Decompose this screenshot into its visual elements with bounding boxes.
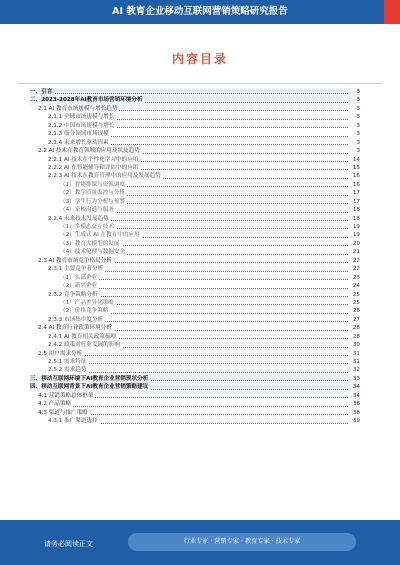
toc-entry-page: 3 [356, 89, 360, 95]
toc-entry-title: 2.2.2 AI 在智能辅导和评估中的应用 [48, 164, 139, 171]
footer-banner [128, 533, 356, 551]
toc-entry-page: 26 [352, 308, 360, 315]
toc-entry-page: 22 [352, 257, 360, 264]
toc-entry-title: （1）产品差异化策略 [60, 299, 114, 306]
toc-entry-title: 2.5 用户需求分析 [38, 350, 83, 357]
toc-entry-page: 31 [352, 359, 360, 365]
toc-entry-title: （4）家校沟通与服务 [60, 207, 114, 214]
toc-entry-page: 36 [352, 401, 360, 408]
toc-entry[interactable] [30, 122, 360, 130]
toc-entry[interactable] [30, 223, 360, 231]
toc-entry-title: 2.4.1 AI 教育相关政策梳理 [48, 333, 117, 340]
toc-entry-title: （1）多模态交互技术 [60, 224, 114, 230]
toc-entry-page: 28 [352, 333, 360, 340]
toc-entry-title: 2.2.1 AI 技术在个性化学习中的应用 [48, 156, 139, 163]
toc-entry-page: 34 [352, 392, 360, 399]
toc-entry-title: 4.2 产品策略 [38, 401, 72, 408]
toc-entry[interactable] [30, 333, 360, 341]
toc-entry-page: 16 [352, 173, 360, 180]
toc-entry-page: 19 [352, 224, 360, 230]
toc-entry[interactable] [30, 375, 360, 383]
toc-entry[interactable] [30, 417, 360, 425]
toc-entry[interactable] [30, 139, 360, 147]
toc-entry[interactable] [30, 189, 360, 197]
toc-entry[interactable] [30, 181, 360, 189]
toc-entry-page: 16 [352, 181, 360, 188]
toc-entry[interactable] [30, 366, 360, 374]
toc-entry[interactable] [30, 392, 360, 400]
toc-entry-title: 2.3.3 市场集中度分析 [48, 316, 104, 323]
toc-entry-title: 4.3.1 推广渠道选择 [48, 418, 98, 425]
toc-entry-title: 2.1 AI 教育市场规模与增长趋势 [38, 105, 118, 112]
toc-entry-title: 2.4 AI 教育行业政策环境分析 [38, 325, 112, 332]
toc-entry[interactable] [30, 172, 360, 180]
toc-entry-title: （1）智能排课与资源调度 [60, 181, 126, 188]
toc-entry[interactable] [30, 206, 360, 214]
toc-entry[interactable] [30, 198, 360, 206]
page-title: 内容目录 [171, 52, 228, 66]
toc-entry-title: 2.3.2 竞争策略分析 [48, 291, 98, 298]
toc-entry-page: 24 [352, 283, 360, 290]
toc-entry-page: 17 [352, 198, 360, 205]
toc-entry-title: 2.2 AI 技术在教育领域的应用现状及趋势 [38, 148, 140, 155]
toc-entry[interactable] [30, 299, 360, 307]
toc-entry-page: 3 [356, 148, 360, 155]
toc-entry-page: 31 [352, 350, 360, 357]
toc-entry-title: （3）教育大模型的发展 [60, 240, 120, 247]
toc-entry[interactable] [30, 358, 360, 366]
toc-entry[interactable] [30, 96, 360, 104]
toc-entry[interactable] [30, 240, 360, 248]
toc-leader-dots [60, 279, 348, 280]
toc-leader-dots [48, 372, 348, 373]
toc-entry-title: 2.1.2 中国市场规模与增长 [48, 122, 115, 129]
toc-entry[interactable] [30, 274, 360, 282]
toc-entry-page: 33 [352, 375, 360, 382]
toc-entry-page: 32 [352, 367, 360, 374]
toc-entry[interactable] [30, 341, 360, 349]
page-footer [0, 520, 400, 565]
title-divider [18, 83, 382, 84]
toc-entry[interactable] [30, 400, 360, 408]
toc-entry[interactable] [30, 156, 360, 164]
toc-entry-title: 4.3 渠道与推广策略 [38, 409, 88, 416]
toc-entry[interactable] [30, 282, 360, 290]
toc-leader-dots [30, 93, 348, 94]
toc-entry-page: 3 [356, 122, 360, 129]
toc-entry-title: 2.4.2 政策对行业发展的影响 [48, 342, 120, 349]
toc-entry-page: 3 [356, 131, 360, 138]
toc-entry-title: （3）学生行为分析与预警 [60, 198, 126, 205]
toc-entry-page: 25 [352, 299, 360, 306]
toc-entry-title: 4.1 营销策略总体框架 [38, 392, 94, 399]
toc-entry-title: 2.1.1 全球市场规模与增长 [48, 114, 115, 121]
header-accent-block [384, 0, 400, 24]
toc-leader-dots [38, 406, 348, 407]
toc-entry-title: （2）新兴企业 [60, 283, 98, 290]
toc-entry-title: 2.1.3 细分领域市场规模 [48, 131, 109, 138]
toc-entry-page: 23 [352, 274, 360, 281]
toc-entry[interactable] [30, 88, 360, 96]
toc-entry-page: 25 [352, 291, 360, 298]
toc-entry-page: 20 [352, 240, 360, 247]
toc-entry-page: 3 [356, 105, 360, 112]
toc-entry-page: 15 [352, 164, 360, 171]
toc-entry[interactable] [30, 307, 360, 315]
report-header-title: AI 教育企业移动互联网营销策略研究报告 [112, 6, 288, 17]
toc-entry[interactable] [30, 164, 360, 172]
toc-leader-dots [38, 355, 348, 356]
toc-entry-title: 2.1.4 未来增长驱动因素 [48, 139, 109, 146]
toc-entry[interactable] [30, 113, 360, 121]
toc-entry-page: 38 [352, 409, 360, 416]
toc-entry-title: 四、移动互联网背景下AI教育企业营销策略建议 [30, 384, 149, 391]
toc-entry-page: 21 [352, 249, 360, 256]
toc-entry-page: 18 [352, 215, 360, 222]
toc-entry[interactable] [30, 130, 360, 138]
toc-entry-page: 3 [356, 114, 360, 121]
toc-entry-page: 18 [352, 207, 360, 214]
toc-entry-page: 30 [352, 342, 360, 349]
toc-entry-title: 2.3 AI 教育市场竞争格局分析 [38, 257, 112, 264]
toc-entry-title: 一、引言 [30, 89, 53, 95]
toc-entry-title: 2.3.1 主要竞争者分析 [48, 266, 104, 273]
toc-entry[interactable] [30, 316, 360, 324]
toc-entry-page: 3 [356, 97, 360, 104]
toc-entry-title: （4）技术伦理与数据安全 [60, 249, 126, 256]
toc-entry-title: （2）生成式 AI 在教育中的应用 [60, 232, 140, 239]
toc-entry-title: 2.5.1 需求特征 [48, 359, 87, 365]
toc-entry-title: 三、移动互联网环境下AI教育企业营销现状分析 [30, 375, 149, 382]
toc-entry[interactable] [30, 383, 360, 391]
toc-entry[interactable] [30, 257, 360, 265]
toc-entry-title: （1）头部企业 [60, 274, 98, 281]
toc-entry[interactable] [30, 248, 360, 256]
toc-entry-page: 39 [352, 418, 360, 425]
toc-entry-page: 17 [352, 190, 360, 197]
footer-banner-text: 行业专家 · 营销专家 · 教育专家 · 技术专家 [183, 538, 301, 545]
toc-leader-dots [60, 288, 348, 289]
toc-entry[interactable] [30, 265, 360, 273]
toc-leader-dots [48, 363, 348, 364]
toc-entry-title: 2.5.2 需求趋势 [48, 367, 87, 374]
toc-entry-title: （2）价格竞争策略 [60, 308, 109, 315]
toc-entry-title: （2）教学质量监控与分析 [60, 190, 126, 197]
toc-entry[interactable] [30, 147, 360, 155]
table-of-contents [30, 88, 360, 426]
toc-entry-page: 27 [352, 316, 360, 323]
toc-entry[interactable] [30, 215, 360, 223]
report-header [0, 0, 400, 24]
toc-entry-title: 二、2023-2028年AI教育市场营销环境分析 [30, 97, 143, 104]
toc-entry[interactable] [30, 350, 360, 358]
toc-entry-page: 19 [352, 232, 360, 239]
banner-arrow-icon [128, 536, 129, 548]
toc-entry[interactable] [30, 291, 360, 299]
toc-entry-page: 34 [352, 384, 360, 391]
toc-entry[interactable] [30, 409, 360, 417]
toc-entry[interactable] [30, 231, 360, 239]
toc-entry-page: 28 [352, 325, 360, 332]
toc-entry[interactable] [30, 105, 360, 113]
toc-entry-title: 2.2.3 AI 技术在教育管理中的应用及发展趋势 [48, 173, 161, 180]
toc-entry-title: 2.2.4 未来技术发展趋势 [48, 215, 109, 222]
toc-entry-page: 22 [352, 266, 360, 273]
toc-entry-page: 3 [356, 139, 360, 146]
toc-entry-page: 14 [352, 156, 360, 163]
footer-note: 请务必阅读正文 [44, 540, 93, 548]
toc-entry[interactable] [30, 324, 360, 332]
